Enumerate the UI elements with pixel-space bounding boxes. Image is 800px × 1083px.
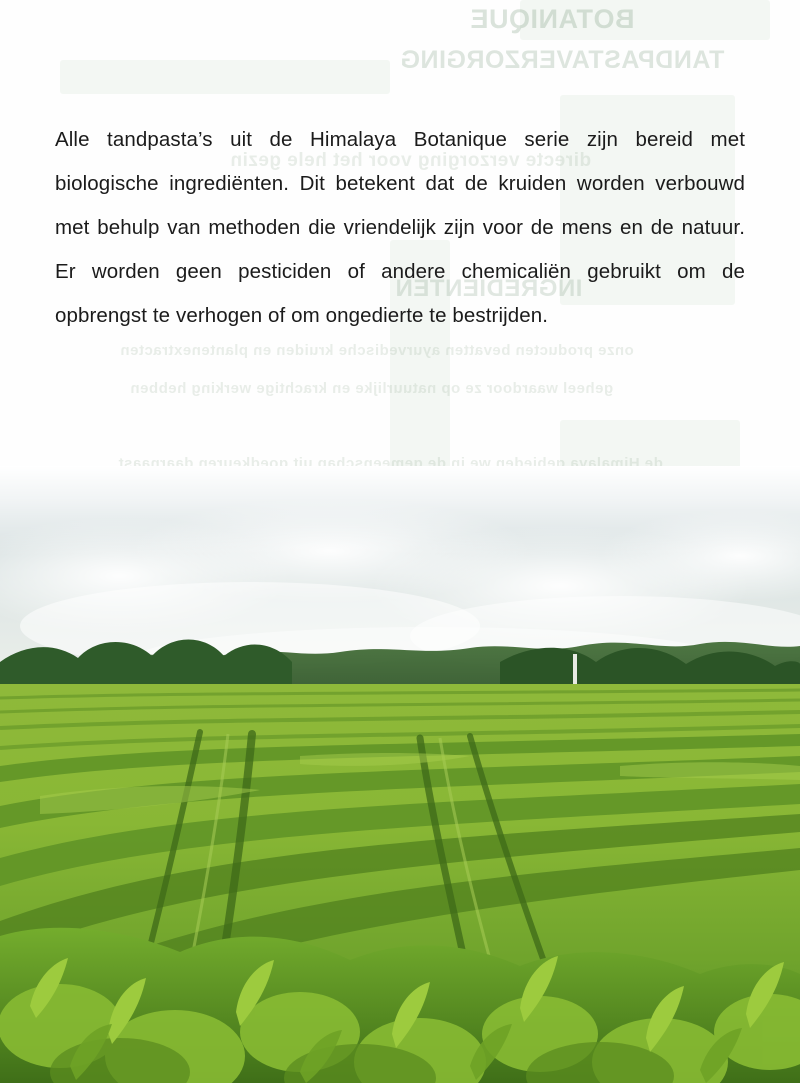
show-through-title: INGREDIËNTEN — [395, 275, 583, 302]
tea-plantation-illustration — [0, 466, 800, 1083]
body-paragraph-text: Alle tandpasta’s uit de Himalaya Botanique serie zijn bereid met biologische ingrediënten. Dit betekent dat de kruiden worden verbouwd met behulp van methoden die vriendelijk zijn voor de mens en de natuur. Er worden geen pesticiden of andere chemicaliën gebruikt om de opbrengst te verhogen of om ongedierte te bestrijden. — [55, 128, 745, 327]
body-paragraph — [55, 118, 745, 338]
show-through-title: BOTANIQUE — [470, 4, 635, 34]
tea-plantation-photo — [0, 466, 800, 1083]
show-through-line: de Himalaya gebieden we in de gemeenschap uit goedkeuren daarnaast — [118, 455, 663, 472]
show-through-line: onze producten bevatten ayurvedische kruiden en plantenextracten — [120, 342, 634, 359]
show-through-band — [520, 0, 770, 40]
show-through-title: TANDPASTAVERZORGING — [400, 46, 725, 74]
show-through-line: geheel waardoor ze op natuurlijke en krachtige werking hebben — [130, 380, 614, 397]
show-through-band — [60, 60, 390, 94]
show-through-line: directe verzorging voor het hele gezin — [230, 150, 592, 171]
